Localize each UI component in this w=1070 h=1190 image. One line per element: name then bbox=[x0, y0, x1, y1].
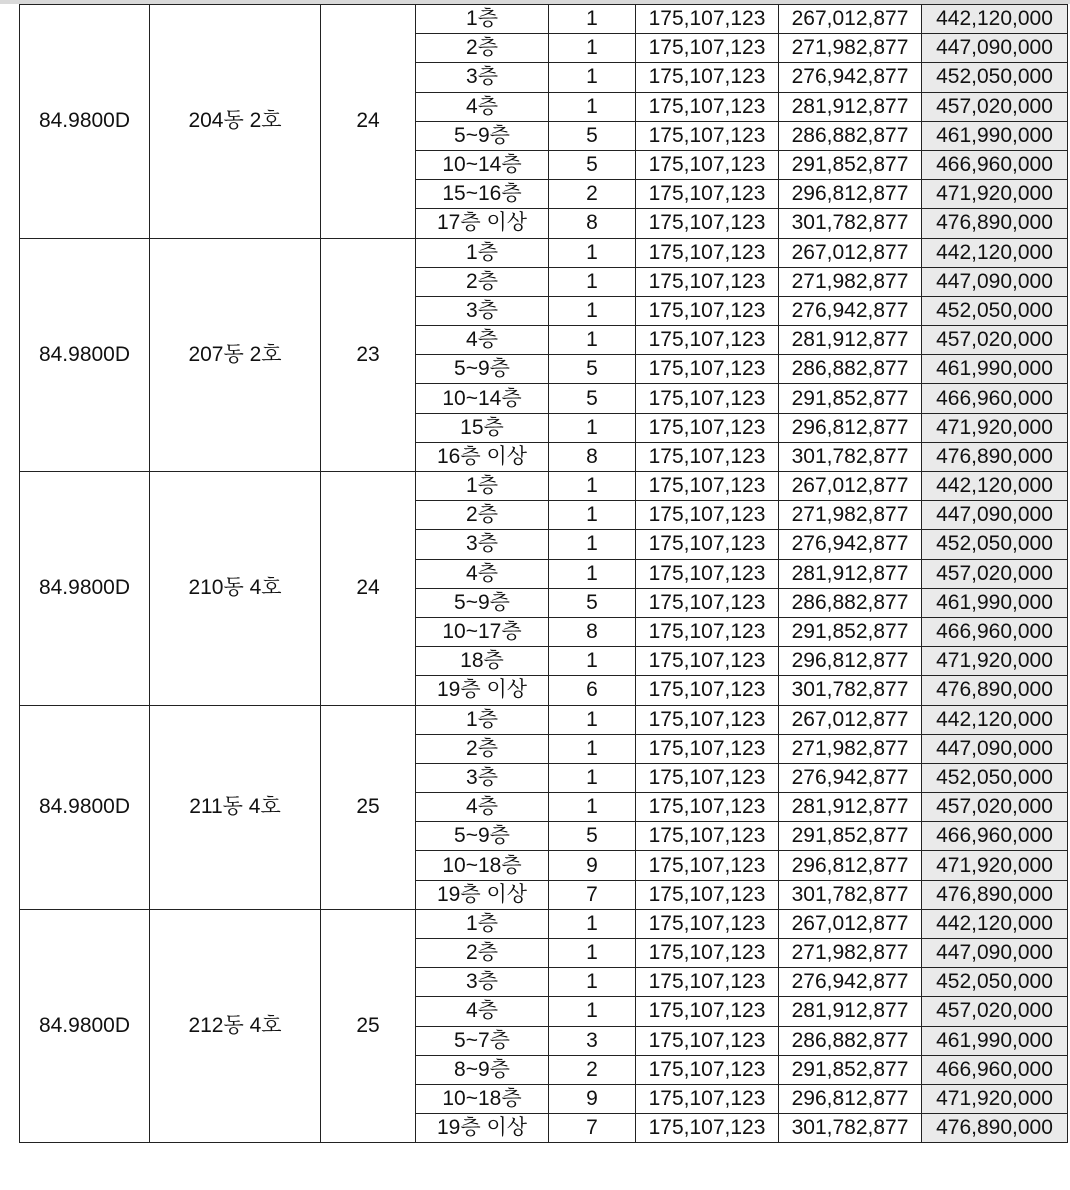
area-cell: 84.9800D bbox=[20, 472, 150, 706]
total-price-cell: 461,990,000 bbox=[922, 355, 1068, 384]
building-price-cell: 291,852,877 bbox=[779, 150, 922, 179]
floor-cell: 1층 bbox=[416, 705, 549, 734]
total-price-cell: 471,920,000 bbox=[922, 851, 1068, 880]
floor-cell: 5~7층 bbox=[416, 1026, 549, 1055]
building-price-cell: 291,852,877 bbox=[779, 617, 922, 646]
households-cell: 1 bbox=[549, 34, 636, 63]
floor-cell: 2층 bbox=[416, 501, 549, 530]
floor-cell: 4층 bbox=[416, 326, 549, 355]
building-price-cell: 291,852,877 bbox=[779, 384, 922, 413]
total-price-cell: 452,050,000 bbox=[922, 968, 1068, 997]
floor-cell: 19층 이상 bbox=[416, 1114, 549, 1143]
building-price-cell: 296,812,877 bbox=[779, 851, 922, 880]
land-price-cell: 175,107,123 bbox=[636, 501, 779, 530]
land-price-cell: 175,107,123 bbox=[636, 968, 779, 997]
area-cell: 84.9800D bbox=[20, 909, 150, 1143]
floor-cell: 2층 bbox=[416, 939, 549, 968]
floor-cell: 2층 bbox=[416, 34, 549, 63]
land-price-cell: 175,107,123 bbox=[636, 909, 779, 938]
building-price-cell: 301,782,877 bbox=[779, 209, 922, 238]
households-cell: 1 bbox=[549, 530, 636, 559]
land-price-cell: 175,107,123 bbox=[636, 588, 779, 617]
total-price-cell: 466,960,000 bbox=[922, 617, 1068, 646]
total-price-cell: 457,020,000 bbox=[922, 559, 1068, 588]
floor-cell: 16층 이상 bbox=[416, 442, 549, 471]
total-price-cell: 452,050,000 bbox=[922, 296, 1068, 325]
land-price-cell: 175,107,123 bbox=[636, 1084, 779, 1113]
land-price-cell: 175,107,123 bbox=[636, 822, 779, 851]
unit-cell: 204동 2호 bbox=[150, 5, 321, 239]
households-cell: 1 bbox=[549, 909, 636, 938]
building-price-cell: 267,012,877 bbox=[779, 238, 922, 267]
land-price-cell: 175,107,123 bbox=[636, 296, 779, 325]
floor-cell: 10~14층 bbox=[416, 384, 549, 413]
total-price-cell: 447,090,000 bbox=[922, 34, 1068, 63]
building-price-cell: 291,852,877 bbox=[779, 1055, 922, 1084]
households-cell: 5 bbox=[549, 384, 636, 413]
land-price-cell: 175,107,123 bbox=[636, 939, 779, 968]
unit-cell: 212동 4호 bbox=[150, 909, 321, 1143]
households-cell: 1 bbox=[549, 63, 636, 92]
land-price-cell: 175,107,123 bbox=[636, 5, 779, 34]
floor-cell: 3층 bbox=[416, 968, 549, 997]
households-cell: 1 bbox=[549, 968, 636, 997]
total-price-cell: 452,050,000 bbox=[922, 63, 1068, 92]
table-row bbox=[20, 705, 1068, 734]
households-cell: 1 bbox=[549, 734, 636, 763]
households-cell: 8 bbox=[549, 209, 636, 238]
area-cell: 84.9800D bbox=[20, 5, 150, 239]
floor-cell: 5~9층 bbox=[416, 355, 549, 384]
building-price-cell: 296,812,877 bbox=[779, 1084, 922, 1113]
table-row bbox=[20, 238, 1068, 267]
unit-cell: 210동 4호 bbox=[150, 472, 321, 706]
total-price-cell: 442,120,000 bbox=[922, 909, 1068, 938]
total-price-cell: 447,090,000 bbox=[922, 939, 1068, 968]
price-table bbox=[19, 4, 1068, 1143]
building-price-cell: 301,782,877 bbox=[779, 1114, 922, 1143]
total-price-cell: 452,050,000 bbox=[922, 763, 1068, 792]
land-price-cell: 175,107,123 bbox=[636, 705, 779, 734]
households-cell: 1 bbox=[549, 413, 636, 442]
floor-cell: 10~14층 bbox=[416, 150, 549, 179]
total-price-cell: 461,990,000 bbox=[922, 588, 1068, 617]
land-price-cell: 175,107,123 bbox=[636, 150, 779, 179]
building-price-cell: 281,912,877 bbox=[779, 997, 922, 1026]
land-price-cell: 175,107,123 bbox=[636, 267, 779, 296]
land-price-cell: 175,107,123 bbox=[636, 238, 779, 267]
building-price-cell: 281,912,877 bbox=[779, 326, 922, 355]
households-cell: 5 bbox=[549, 822, 636, 851]
floor-cell: 1층 bbox=[416, 238, 549, 267]
households-cell: 1 bbox=[549, 939, 636, 968]
households-cell: 2 bbox=[549, 180, 636, 209]
land-price-cell: 175,107,123 bbox=[636, 763, 779, 792]
building-price-cell: 276,942,877 bbox=[779, 530, 922, 559]
area-cell: 84.9800D bbox=[20, 705, 150, 909]
floor-cell: 18층 bbox=[416, 647, 549, 676]
count-cell: 25 bbox=[321, 705, 416, 909]
households-cell: 9 bbox=[549, 1084, 636, 1113]
total-price-cell: 466,960,000 bbox=[922, 150, 1068, 179]
total-price-cell: 471,920,000 bbox=[922, 647, 1068, 676]
building-price-cell: 286,882,877 bbox=[779, 588, 922, 617]
households-cell: 1 bbox=[549, 5, 636, 34]
building-price-cell: 271,982,877 bbox=[779, 734, 922, 763]
total-price-cell: 471,920,000 bbox=[922, 1084, 1068, 1113]
floor-cell: 10~17층 bbox=[416, 617, 549, 646]
land-price-cell: 175,107,123 bbox=[636, 997, 779, 1026]
count-cell: 24 bbox=[321, 5, 416, 239]
households-cell: 1 bbox=[549, 296, 636, 325]
households-cell: 7 bbox=[549, 880, 636, 909]
building-price-cell: 286,882,877 bbox=[779, 355, 922, 384]
total-price-cell: 457,020,000 bbox=[922, 92, 1068, 121]
households-cell: 7 bbox=[549, 1114, 636, 1143]
land-price-cell: 175,107,123 bbox=[636, 63, 779, 92]
land-price-cell: 175,107,123 bbox=[636, 92, 779, 121]
total-price-cell: 442,120,000 bbox=[922, 472, 1068, 501]
floor-cell: 3층 bbox=[416, 763, 549, 792]
building-price-cell: 286,882,877 bbox=[779, 121, 922, 150]
households-cell: 1 bbox=[549, 647, 636, 676]
floor-cell: 5~9층 bbox=[416, 822, 549, 851]
floor-cell: 4층 bbox=[416, 997, 549, 1026]
building-price-cell: 301,782,877 bbox=[779, 442, 922, 471]
households-cell: 1 bbox=[549, 763, 636, 792]
land-price-cell: 175,107,123 bbox=[636, 442, 779, 471]
land-price-cell: 175,107,123 bbox=[636, 384, 779, 413]
households-cell: 1 bbox=[549, 472, 636, 501]
building-price-cell: 271,982,877 bbox=[779, 267, 922, 296]
total-price-cell: 461,990,000 bbox=[922, 1026, 1068, 1055]
land-price-cell: 175,107,123 bbox=[636, 472, 779, 501]
floor-cell: 3층 bbox=[416, 63, 549, 92]
land-price-cell: 175,107,123 bbox=[636, 1055, 779, 1084]
total-price-cell: 476,890,000 bbox=[922, 442, 1068, 471]
floor-cell: 5~9층 bbox=[416, 588, 549, 617]
building-price-cell: 276,942,877 bbox=[779, 968, 922, 997]
land-price-cell: 175,107,123 bbox=[636, 559, 779, 588]
floor-cell: 19층 이상 bbox=[416, 676, 549, 705]
total-price-cell: 457,020,000 bbox=[922, 793, 1068, 822]
building-price-cell: 296,812,877 bbox=[779, 647, 922, 676]
total-price-cell: 476,890,000 bbox=[922, 1114, 1068, 1143]
total-price-cell: 442,120,000 bbox=[922, 705, 1068, 734]
table-row bbox=[20, 909, 1068, 938]
households-cell: 1 bbox=[549, 267, 636, 296]
unit-cell: 207동 2호 bbox=[150, 238, 321, 472]
building-price-cell: 276,942,877 bbox=[779, 763, 922, 792]
land-price-cell: 175,107,123 bbox=[636, 647, 779, 676]
households-cell: 9 bbox=[549, 851, 636, 880]
total-price-cell: 457,020,000 bbox=[922, 997, 1068, 1026]
floor-cell: 10~18층 bbox=[416, 1084, 549, 1113]
households-cell: 3 bbox=[549, 1026, 636, 1055]
building-price-cell: 271,982,877 bbox=[779, 501, 922, 530]
building-price-cell: 276,942,877 bbox=[779, 63, 922, 92]
land-price-cell: 175,107,123 bbox=[636, 209, 779, 238]
households-cell: 1 bbox=[549, 238, 636, 267]
building-price-cell: 271,982,877 bbox=[779, 34, 922, 63]
floor-cell: 8~9층 bbox=[416, 1055, 549, 1084]
floor-cell: 3층 bbox=[416, 530, 549, 559]
land-price-cell: 175,107,123 bbox=[636, 34, 779, 63]
total-price-cell: 466,960,000 bbox=[922, 1055, 1068, 1084]
land-price-cell: 175,107,123 bbox=[636, 1026, 779, 1055]
floor-cell: 1층 bbox=[416, 5, 549, 34]
land-price-cell: 175,107,123 bbox=[636, 355, 779, 384]
total-price-cell: 471,920,000 bbox=[922, 413, 1068, 442]
households-cell: 5 bbox=[549, 355, 636, 384]
land-price-cell: 175,107,123 bbox=[636, 326, 779, 355]
floor-cell: 2층 bbox=[416, 267, 549, 296]
households-cell: 1 bbox=[549, 997, 636, 1026]
count-cell: 25 bbox=[321, 909, 416, 1143]
table-row bbox=[20, 472, 1068, 501]
floor-cell: 2층 bbox=[416, 734, 549, 763]
total-price-cell: 466,960,000 bbox=[922, 822, 1068, 851]
building-price-cell: 281,912,877 bbox=[779, 793, 922, 822]
floor-cell: 1층 bbox=[416, 909, 549, 938]
building-price-cell: 286,882,877 bbox=[779, 1026, 922, 1055]
building-price-cell: 267,012,877 bbox=[779, 909, 922, 938]
floor-cell: 3층 bbox=[416, 296, 549, 325]
land-price-cell: 175,107,123 bbox=[636, 121, 779, 150]
households-cell: 6 bbox=[549, 676, 636, 705]
floor-cell: 17층 이상 bbox=[416, 209, 549, 238]
table-row bbox=[20, 5, 1068, 34]
total-price-cell: 476,890,000 bbox=[922, 209, 1068, 238]
total-price-cell: 461,990,000 bbox=[922, 121, 1068, 150]
count-cell: 23 bbox=[321, 238, 416, 472]
floor-cell: 4층 bbox=[416, 559, 549, 588]
households-cell: 1 bbox=[549, 326, 636, 355]
building-price-cell: 301,782,877 bbox=[779, 880, 922, 909]
households-cell: 8 bbox=[549, 617, 636, 646]
land-price-cell: 175,107,123 bbox=[636, 530, 779, 559]
households-cell: 1 bbox=[549, 92, 636, 121]
floor-cell: 4층 bbox=[416, 793, 549, 822]
floor-cell: 4층 bbox=[416, 92, 549, 121]
households-cell: 5 bbox=[549, 588, 636, 617]
households-cell: 8 bbox=[549, 442, 636, 471]
land-price-cell: 175,107,123 bbox=[636, 413, 779, 442]
total-price-cell: 442,120,000 bbox=[922, 238, 1068, 267]
total-price-cell: 476,890,000 bbox=[922, 880, 1068, 909]
building-price-cell: 301,782,877 bbox=[779, 676, 922, 705]
households-cell: 1 bbox=[549, 559, 636, 588]
land-price-cell: 175,107,123 bbox=[636, 676, 779, 705]
building-price-cell: 267,012,877 bbox=[779, 705, 922, 734]
floor-cell: 10~18층 bbox=[416, 851, 549, 880]
unit-cell: 211동 4호 bbox=[150, 705, 321, 909]
total-price-cell: 447,090,000 bbox=[922, 501, 1068, 530]
area-cell: 84.9800D bbox=[20, 238, 150, 472]
total-price-cell: 466,960,000 bbox=[922, 384, 1068, 413]
building-price-cell: 291,852,877 bbox=[779, 822, 922, 851]
building-price-cell: 281,912,877 bbox=[779, 92, 922, 121]
building-price-cell: 281,912,877 bbox=[779, 559, 922, 588]
floor-cell: 15층 bbox=[416, 413, 549, 442]
floor-cell: 19층 이상 bbox=[416, 880, 549, 909]
land-price-cell: 175,107,123 bbox=[636, 851, 779, 880]
building-price-cell: 296,812,877 bbox=[779, 413, 922, 442]
land-price-cell: 175,107,123 bbox=[636, 793, 779, 822]
total-price-cell: 447,090,000 bbox=[922, 734, 1068, 763]
floor-cell: 1층 bbox=[416, 472, 549, 501]
building-price-cell: 276,942,877 bbox=[779, 296, 922, 325]
land-price-cell: 175,107,123 bbox=[636, 880, 779, 909]
total-price-cell: 471,920,000 bbox=[922, 180, 1068, 209]
land-price-cell: 175,107,123 bbox=[636, 617, 779, 646]
households-cell: 5 bbox=[549, 121, 636, 150]
households-cell: 5 bbox=[549, 150, 636, 179]
households-cell: 1 bbox=[549, 705, 636, 734]
households-cell: 2 bbox=[549, 1055, 636, 1084]
households-cell: 1 bbox=[549, 501, 636, 530]
households-cell: 1 bbox=[549, 793, 636, 822]
total-price-cell: 447,090,000 bbox=[922, 267, 1068, 296]
land-price-cell: 175,107,123 bbox=[636, 734, 779, 763]
building-price-cell: 267,012,877 bbox=[779, 5, 922, 34]
total-price-cell: 452,050,000 bbox=[922, 530, 1068, 559]
building-price-cell: 271,982,877 bbox=[779, 939, 922, 968]
land-price-cell: 175,107,123 bbox=[636, 1114, 779, 1143]
count-cell: 24 bbox=[321, 472, 416, 706]
total-price-cell: 442,120,000 bbox=[922, 5, 1068, 34]
total-price-cell: 457,020,000 bbox=[922, 326, 1068, 355]
floor-cell: 5~9층 bbox=[416, 121, 549, 150]
floor-cell: 15~16층 bbox=[416, 180, 549, 209]
total-price-cell: 476,890,000 bbox=[922, 676, 1068, 705]
building-price-cell: 296,812,877 bbox=[779, 180, 922, 209]
land-price-cell: 175,107,123 bbox=[636, 180, 779, 209]
building-price-cell: 267,012,877 bbox=[779, 472, 922, 501]
